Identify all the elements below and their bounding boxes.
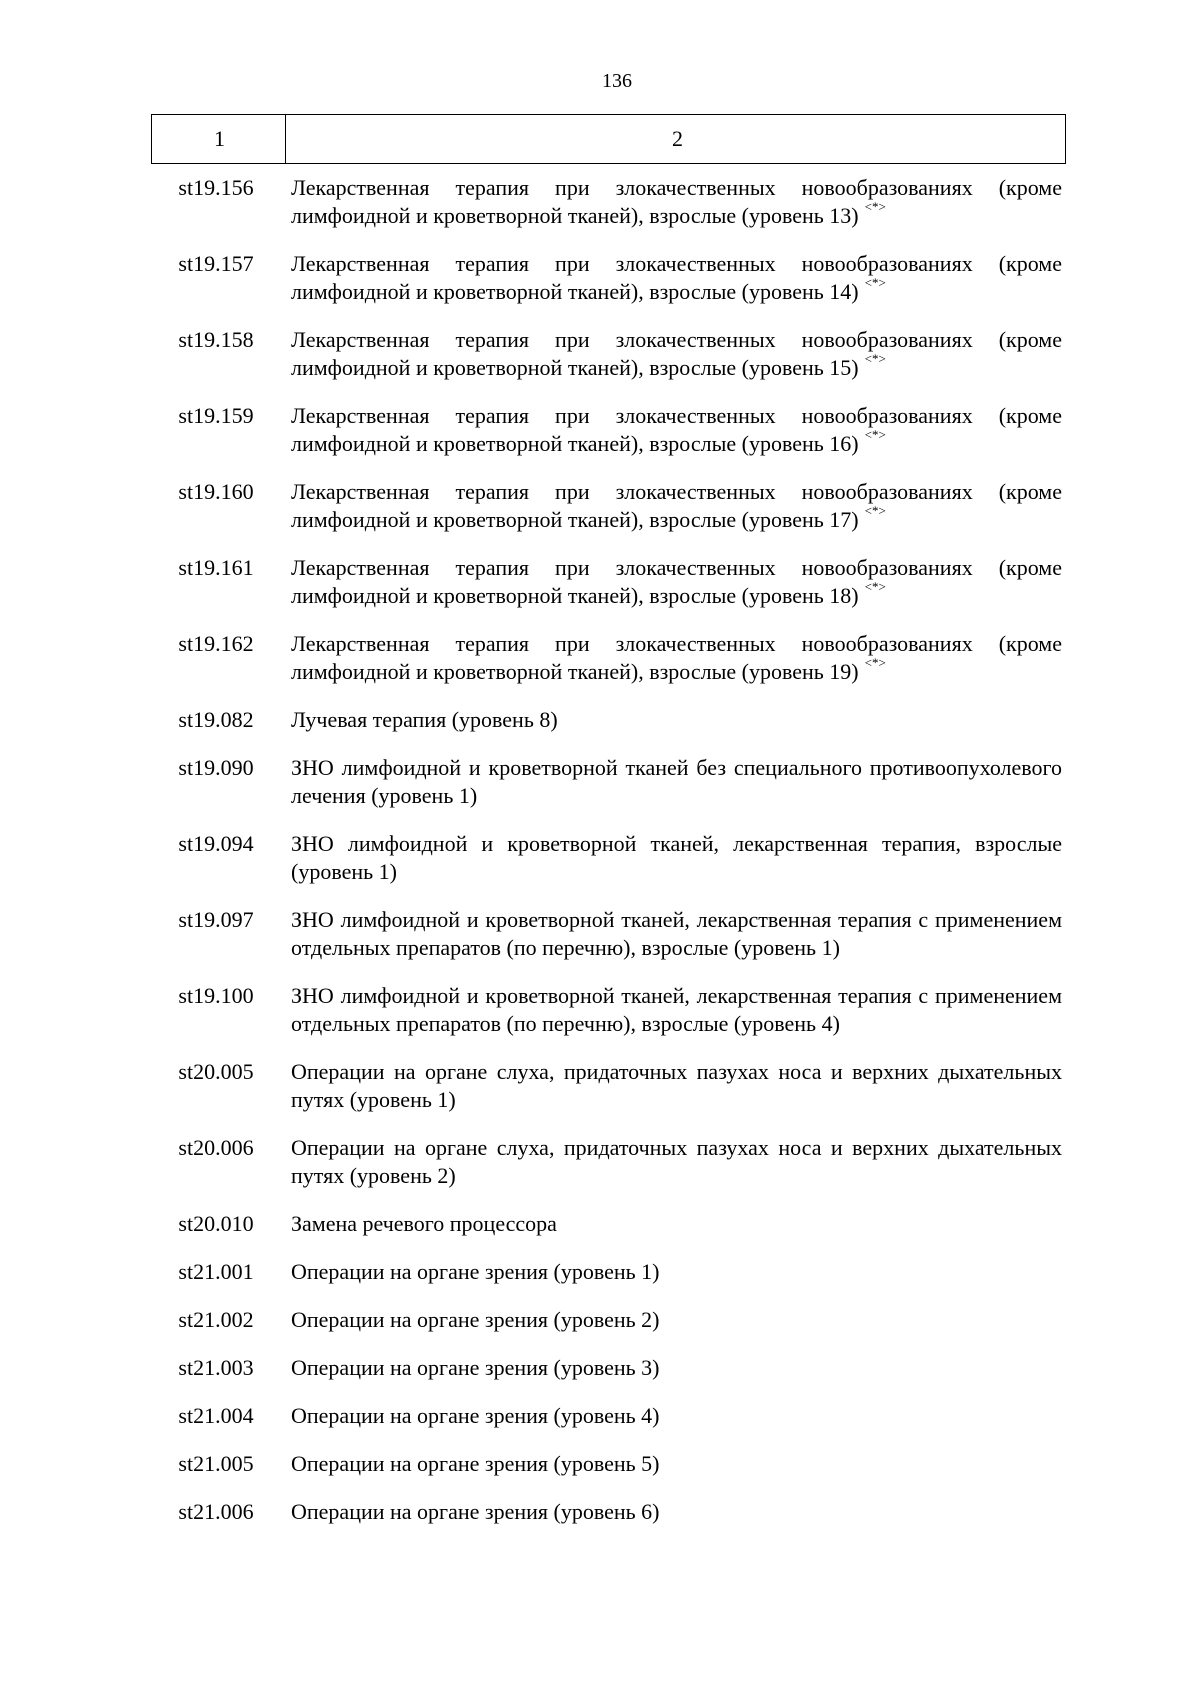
column-header-2: 2 [672, 126, 683, 151]
row-code: st19.158 [178, 327, 254, 352]
row-description [291, 174, 1062, 230]
row-description-text: Лекарственная терапия при злокачественных новообразованиях (кроме лимфоидной и кроветворной тканей), взрослые (уровень 19) [291, 631, 1062, 684]
row-code: st19.159 [178, 403, 254, 428]
column-header-1: 1 [152, 115, 286, 163]
row-description-text: Лекарственная терапия при злокачественных новообразованиях (кроме лимфоидной и кроветворной тканей), взрослые (уровень 15) [291, 327, 1062, 380]
row-description [291, 554, 1062, 610]
row-code: st19.082 [178, 707, 254, 732]
table-row [151, 1354, 1066, 1382]
row-description [291, 478, 1062, 534]
table-row [151, 478, 1066, 534]
row-code: st19.090 [178, 755, 254, 780]
table-row [151, 830, 1066, 886]
table-row [151, 1498, 1066, 1526]
row-code: st19.157 [178, 251, 254, 276]
row-description: Операции на органе слуха, придаточных пазухах носа и верхних дыхательных путях (уровень 1) [291, 1059, 1062, 1112]
row-description: ЗНО лимфоидной и кроветворной тканей, лекарственная терапия с применением отдельных препаратов (по перечню), взрослые (уровень 1) [291, 907, 1062, 960]
row-description [291, 326, 1062, 382]
row-description: Замена речевого процессора [291, 1211, 557, 1236]
table-header-row [151, 114, 1066, 164]
row-code: st19.161 [178, 555, 254, 580]
row-code: st19.097 [178, 907, 254, 932]
row-code: st21.006 [178, 1499, 254, 1524]
table-row [151, 1134, 1066, 1190]
table-row [151, 630, 1066, 686]
row-description-text: Лекарственная терапия при злокачественных новообразованиях (кроме лимфоидной и кроветворной тканей), взрослые (уровень 14) [291, 251, 1062, 304]
row-code: st19.156 [178, 175, 254, 200]
row-code: st19.100 [178, 983, 254, 1008]
row-description-text: Лекарственная терапия при злокачественных новообразованиях (кроме лимфоидной и кроветворной тканей), взрослые (уровень 18) [291, 555, 1062, 608]
table-row [151, 1258, 1066, 1286]
table-row [151, 402, 1066, 458]
table-row [151, 554, 1066, 610]
table-row [151, 1058, 1066, 1114]
table-body [151, 174, 1066, 1546]
row-code: st21.005 [178, 1451, 254, 1476]
table-row [151, 754, 1066, 810]
row-description: ЗНО лимфоидной и кроветворной тканей, лекарственная терапия, взрослые (уровень 1) [291, 831, 1062, 884]
table-row [151, 982, 1066, 1038]
row-description: Операции на органе слуха, придаточных пазухах носа и верхних дыхательных путях (уровень 2) [291, 1135, 1062, 1188]
row-code: st19.162 [178, 631, 254, 656]
footnote-marker: <*> [864, 655, 886, 670]
row-code: st20.005 [178, 1059, 254, 1084]
footnote-marker: <*> [864, 503, 886, 518]
row-description: Операции на органе зрения (уровень 5) [291, 1451, 660, 1476]
table-row [151, 174, 1066, 230]
row-description [291, 250, 1062, 306]
row-code: st20.010 [178, 1211, 254, 1236]
row-description: Лучевая терапия (уровень 8) [291, 707, 558, 732]
footnote-marker: <*> [864, 351, 886, 366]
page-number: 136 [602, 70, 632, 92]
table-row [151, 706, 1066, 734]
row-code: st21.003 [178, 1355, 254, 1380]
row-code: st21.002 [178, 1307, 254, 1332]
row-description: Операции на органе зрения (уровень 4) [291, 1403, 660, 1428]
table-row [151, 250, 1066, 306]
row-description: Операции на органе зрения (уровень 6) [291, 1499, 660, 1524]
row-description: Операции на органе зрения (уровень 3) [291, 1355, 660, 1380]
table-row [151, 906, 1066, 962]
row-description: Операции на органе зрения (уровень 1) [291, 1259, 660, 1284]
row-description: ЗНО лимфоидной и кроветворной тканей, лекарственная терапия с применением отдельных препаратов (по перечню), взрослые (уровень 4) [291, 983, 1062, 1036]
table-row [151, 326, 1066, 382]
row-code: st21.001 [178, 1259, 254, 1284]
row-code: st20.006 [178, 1135, 254, 1160]
table-row [151, 1306, 1066, 1334]
row-code: st19.094 [178, 831, 254, 856]
row-description [291, 402, 1062, 458]
row-description-text: Лекарственная терапия при злокачественных новообразованиях (кроме лимфоидной и кроветворной тканей), взрослые (уровень 13) [291, 175, 1062, 228]
row-description-text: Лекарственная терапия при злокачественных новообразованиях (кроме лимфоидной и кроветворной тканей), взрослые (уровень 17) [291, 479, 1062, 532]
row-code: st21.004 [178, 1403, 254, 1428]
row-code: st19.160 [178, 479, 254, 504]
row-description [291, 630, 1062, 686]
footnote-marker: <*> [864, 579, 886, 594]
table-row [151, 1210, 1066, 1238]
footnote-marker: <*> [864, 199, 886, 214]
row-description-text: Лекарственная терапия при злокачественных новообразованиях (кроме лимфоидной и кроветворной тканей), взрослые (уровень 16) [291, 403, 1062, 456]
table-row [151, 1450, 1066, 1478]
row-description: Операции на органе зрения (уровень 2) [291, 1307, 660, 1332]
footnote-marker: <*> [864, 427, 886, 442]
footnote-marker: <*> [864, 275, 886, 290]
table-row [151, 1402, 1066, 1430]
row-description: ЗНО лимфоидной и кроветворной тканей без специального противоопухолевого лечения (уровень 1) [291, 755, 1062, 808]
